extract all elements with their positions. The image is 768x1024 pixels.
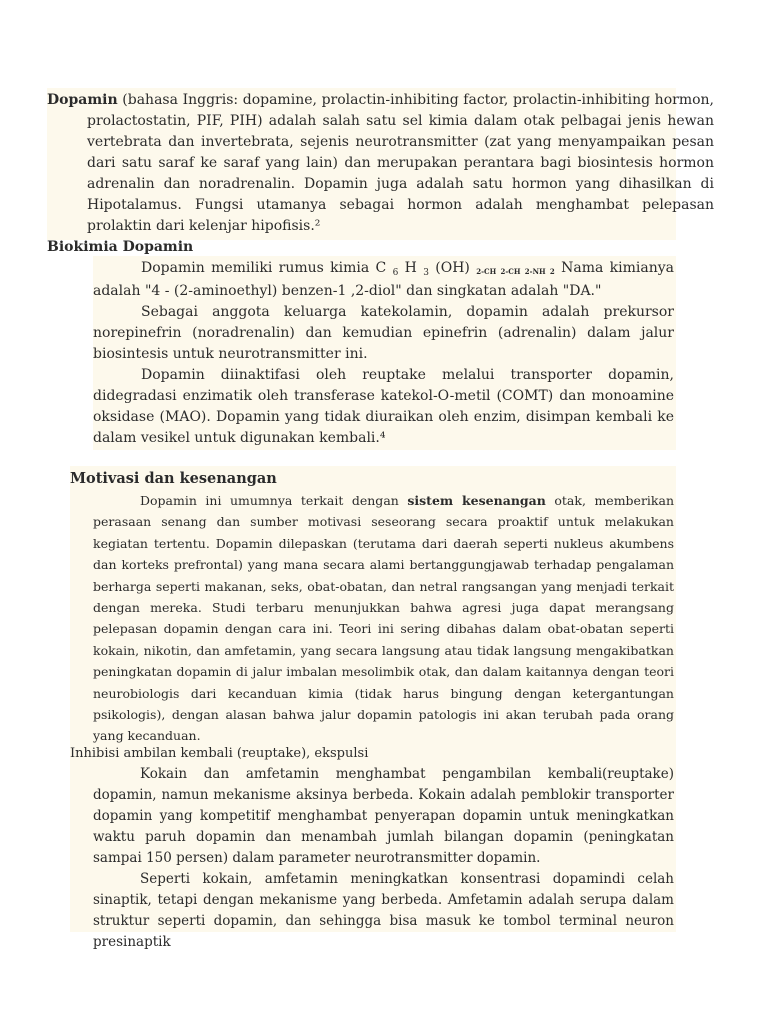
motivasi-text: Dopamin ini umumnya terkait dengan bbox=[140, 493, 408, 508]
inhibisi-section bbox=[70, 764, 674, 953]
formula-sub: 2-CH 2-CH 2-NH 2 bbox=[476, 267, 555, 276]
formula-text: Nama kimianya adalah "4 - (2-aminoethyl) benzen-1 ,2-diol" dan singkatan adalah "DA." bbox=[93, 260, 675, 299]
motivasi-section bbox=[70, 490, 674, 747]
biokimia-section bbox=[93, 258, 674, 449]
inhibisi-paragraph-1: Kokain dan amfetamin menghambat pengambilan kembali(reuptake) dopamin, namun mekanisme aksinya berbeda. Kokain adalah pemblokir transporter dopamin yang kompetitif menghambat penyerapan dopamin untuk meningkatkan waktu paruh dopamin dan menambah jumlah bilangan dopamin (peningkatan sampai 150 persen) dalam parameter neurotransmitter dopamin. bbox=[93, 766, 674, 866]
intro-paragraph bbox=[47, 90, 714, 237]
biokimia-paragraph-1 bbox=[93, 258, 674, 302]
motivasi-heading: Motivasi dan kesenangan bbox=[70, 470, 277, 487]
inhibisi-heading: Inhibisi ambilan kembali (reuptake), ekspulsi bbox=[70, 746, 369, 761]
motivasi-paragraph bbox=[93, 490, 674, 747]
intro-term: Dopamin bbox=[47, 92, 118, 108]
biokimia-heading: Biokimia Dopamin bbox=[47, 239, 194, 255]
formula-text: (OH) bbox=[428, 260, 477, 276]
motivasi-text: otak, memberikan perasaan senang dan sumber motivasi seseorang secara proaktif untuk melakukan kegiatan tertentu. Dopamin dilepaskan (terutama dari daerah seperti nukleus akumbens dan korteks prefrontal) yang mana secara alami bertanggungjawab terhadap pengalaman berharga seperti makanan, seks, obat-obatan, dan netral rangsangan yang menjadi terkait dengan mereka. Studi terbaru menunjukkan bahwa agresi juga dapat merangsang pelepasan dopamin dengan cara ini. Teori ini sering dibahas dalam obat-obatan seperti kokain, nikotin, dan amfetamin, yang secara langsung atau tidak langsung mengakibatkan peningkatan dopamin di jalur imbalan mesolimbik otak, dan dalam kaitannya dengan teori neurobiologis dari kecanduan kimia (tidak harus bingung dengan ketergantungan psikologis), dengan alasan bahwa jalur dopamin patologis ini akan terubah pada orang yang kecanduan. bbox=[93, 493, 674, 744]
intro-text: (bahasa Inggris: dopamine, prolactin-inhibiting factor, prolactin-inhibiting hormon, prolactostatin, PIF, PIH) adalah salah satu sel kimia dalam otak pelbagai jenis hewan vertebrata dan invertebrata, sejenis neurotransmitter (zat yang menyampaikan pesan dari satu saraf ke saraf yang lain) dan merupakan perantara bagi biosintesis hormon adrenalin dan noradrenalin. Dopamin juga adalah satu hormon yang dihasilkan di Hipotalamus. Fungsi utamanya sebagai hormon adalah menghambat pelepasan prolaktin dari kelenjar hipofisis.² bbox=[87, 92, 714, 234]
motivasi-bold-term: sistem kesenangan bbox=[407, 493, 546, 508]
formula-sub: 3 bbox=[423, 268, 429, 278]
formula-text: Dopamin memiliki rumus kimia C bbox=[141, 260, 393, 276]
biokimia-paragraph-2: Sebagai anggota keluarga katekolamin, dopamin adalah prekursor norepinefrin (noradrenalin) dan kemudian epinefrin (adrenalin) dalam jalur biosintesis untuk neurotransmitter ini. bbox=[93, 304, 674, 362]
inhibisi-paragraph-2: Seperti kokain, amfetamin meningkatkan konsentrasi dopamindi celah sinaptik, tetapi dengan mekanisme yang berbeda. Amfetamin adalah serupa dalam struktur seperti dopamin, dan sehingga bisa masuk ke tombol terminal neuron presinaptik bbox=[93, 871, 674, 950]
biokimia-paragraph-3: Dopamin diinaktifasi oleh reuptake melalui transporter dopamin, didegradasi enzimatik oleh transferase katekol-O-metil (COMT) dan monoamine oksidase (MAO). Dopamin yang tidak diuraikan oleh enzim, disimpan kembali ke dalam vesikel untuk digunakan kembali.⁴ bbox=[93, 367, 674, 446]
formula-text: H bbox=[398, 260, 424, 276]
formula-sub: 6 bbox=[392, 268, 399, 278]
